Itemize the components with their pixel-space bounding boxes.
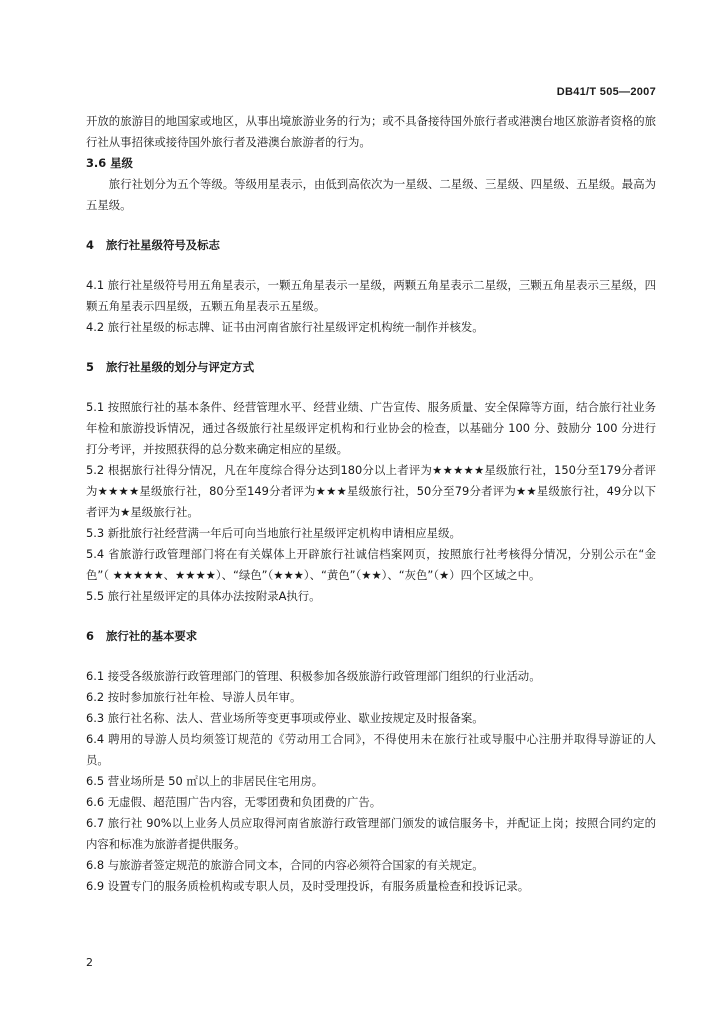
heading-section-4 <box>86 235 656 256</box>
clause-4-2: 4.2 旅行社星级的标志牌、证书由河南省旅行社星级评定机构统一制作并核发。 <box>86 320 484 334</box>
clause-6-2: 6.2 按时参加旅行社年检、导游人员年审。 <box>86 690 302 704</box>
clause-6-8: 6.8 与旅游者签定规范的旅游合同文本，合同的内容必须符合国家的有关规定。 <box>86 858 484 872</box>
clause-6-5: 6.5 营业场所是 50 ㎡以上的非居民住宅用房。 <box>86 774 324 788</box>
section-number: 5 <box>86 360 94 374</box>
clause-4-1: 4.1 旅行社星级符号用五角星表示，一颗五角星表示一星级，两颗五角星表示二星级，三颗五角星表示三星级，四颗五角星表示四星级，五颗五角星表示五星级。 <box>86 278 656 313</box>
paragraph-continued: 开放的旅游目的地国家或地区，从事出境旅游业务的行为；或不具备接待国外旅行者或港澳台地区旅游者资格的旅行社从事招徕或接待国外旅行者及港澳台旅游者的行为。 <box>86 114 656 149</box>
clause-6-7: 6.7 旅行社 90%以上业务人员应取得河南省旅游行政管理部门颁发的诚信服务卡，并配证上岗；按照合同约定的内容和标准为旅游者提供服务。 <box>86 816 656 851</box>
heading-section-5 <box>86 357 656 378</box>
section-number: 6 <box>86 629 94 643</box>
clause-5-3: 5.3 新批旅行社经营满一年后可向当地旅行社星级评定机构申请相应星级。 <box>86 526 461 540</box>
paragraph-3-6: 旅行社划分为五个等级。等级用星表示，由低到高依次为一星级、二星级、三星级、四星级、五星级。最高为五星级。 <box>86 177 656 212</box>
clause-5-2: 5.2 根据旅行社得分情况，凡在年度综合得分达到180分以上者评为★★★★★星级旅行社，150分至179分者评为★★★★星级旅行社，80分至149分者评为★★★星级旅行社，50分至79分者评为★★星级旅行社，49分以下者评为★星级旅行社。 <box>86 463 656 519</box>
clause-6-4: 6.4 聘用的导游人员均须签订规范的《劳动用工合同》，不得使用未在旅行社或导服中心注册并取得导游证的人员。 <box>86 732 656 767</box>
heading-3-6: 3.6 星级 <box>86 156 133 170</box>
document-body <box>86 111 656 897</box>
section-title: 旅行社的基本要求 <box>106 629 198 643</box>
clause-5-5: 5.5 旅行社星级评定的具体办法按附录A执行。 <box>86 589 321 603</box>
clause-6-3: 6.3 旅行社名称、法人、营业场所等变更事项或停业、歇业按规定及时报备案。 <box>86 711 484 725</box>
clause-5-1: 5.1 按照旅行社的基本条件、经营管理水平、经营业绩、广告宣传、服务质量、安全保障等方面，结合旅行社业务年检和旅游投诉情况，通过各级旅行社星级评定机构和行业协会的检查，以基础分 100 分、鼓励分 100 分进行打分考评，并按照获得的总分数来确定相应的星级。 <box>86 400 656 456</box>
clause-5-4: 5.4 省旅游行政管理部门将在有关媒体上开辟旅行社诚信档案网页，按照旅行社考核得分情况，分别公示在“金色”（ ★★★★★、★★★★）、“绿色”（★★★）、“黄色”（★★）、“灰色”（★）四个区域之中。 <box>86 547 656 582</box>
section-number: 4 <box>86 238 94 252</box>
page-number: 2 <box>86 956 93 969</box>
heading-section-6 <box>86 626 656 647</box>
section-title: 旅行社星级的划分与评定方式 <box>106 360 255 374</box>
clause-6-6: 6.6 无虚假、超范围广告内容，无零团费和负团费的广告。 <box>86 795 382 809</box>
standard-code: DB41/T 505—2007 <box>556 86 656 98</box>
clause-6-1: 6.1 接受各级旅游行政管理部门的管理、积极参加各级旅游行政管理部门组织的行业活动。 <box>86 669 541 683</box>
section-title: 旅行社星级符号及标志 <box>106 238 220 252</box>
clause-6-9: 6.9 设置专门的服务质检机构或专职人员，及时受理投诉，有服务质量检查和投诉记录。 <box>86 879 530 893</box>
